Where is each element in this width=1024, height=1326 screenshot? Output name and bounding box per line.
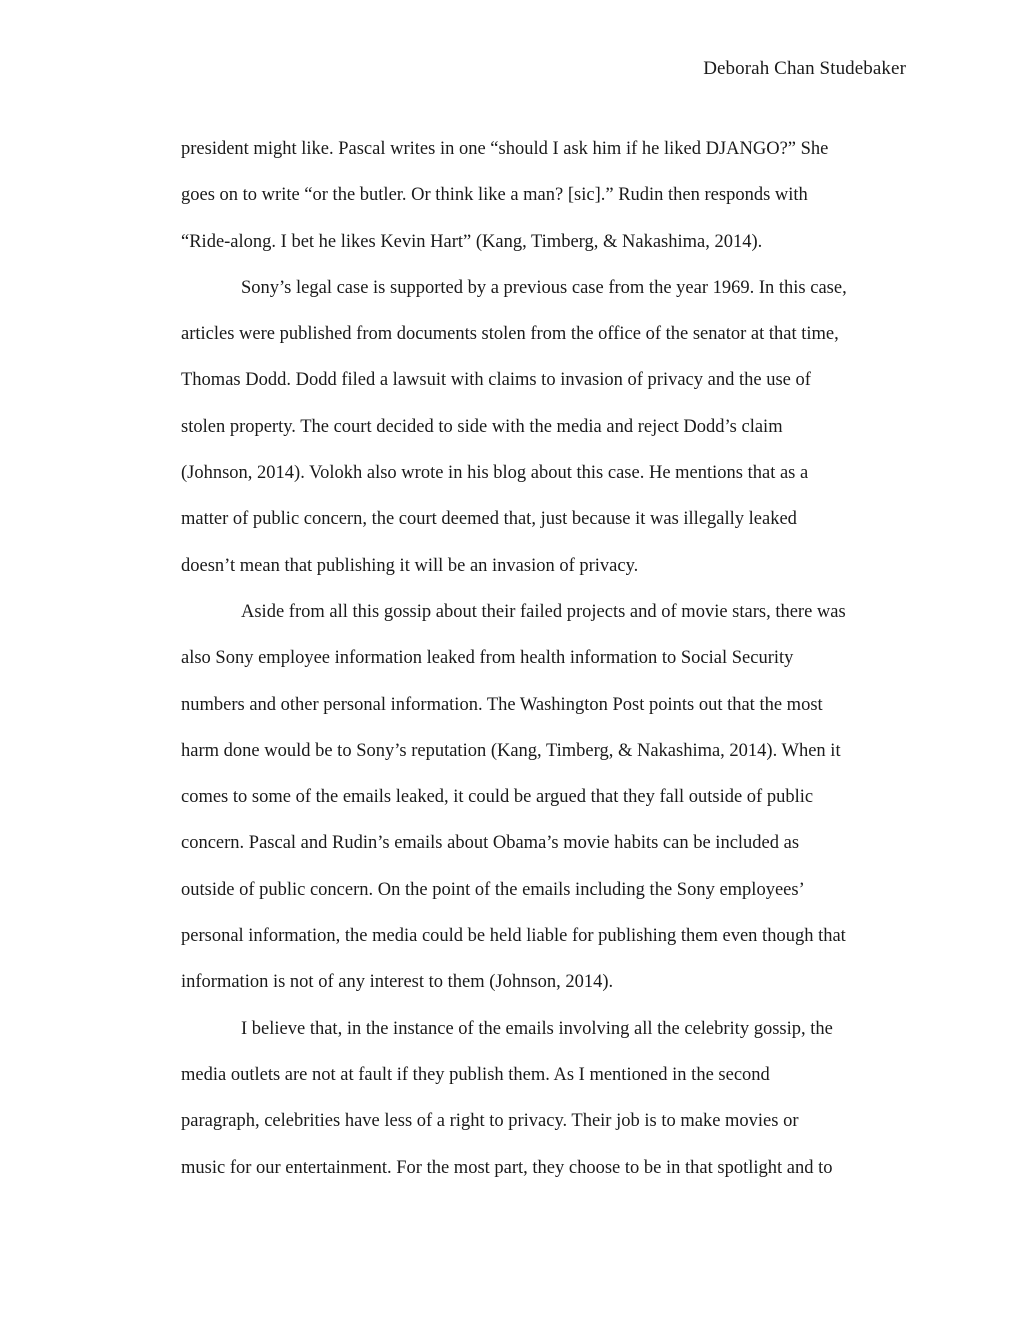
text-line: personal information, the media could be held liable for publishing them even though that xyxy=(181,926,846,947)
text-line: “Ride-along. I bet he likes Kevin Hart” (Kang, Timberg, & Nakashima, 2014). xyxy=(181,231,763,252)
text-line: comes to some of the emails leaked, it could be argued that they fall outside of public xyxy=(181,787,814,808)
text-line: concern. Pascal and Rudin’s emails about Obama’s movie habits can be included as xyxy=(181,833,800,854)
text-line: paragraph, celebrities have less of a right to privacy. Their job is to make movies or xyxy=(181,1111,799,1132)
text-line: president might like. Pascal writes in one “should I ask him if he liked DJANGO?” She xyxy=(181,139,829,159)
text-line: matter of public concern, the court deemed that, just because it was illegally leaked xyxy=(181,509,797,530)
text-line: outside of public concern. On the point of the emails including the Sony employees’ xyxy=(181,879,805,900)
paragraph-first-line: Aside from all this gossip about their failed projects and of movie stars, there was xyxy=(241,601,846,622)
paragraph-first-line: I believe that, in the instance of the emails involving all the celebrity gossip, the xyxy=(241,1018,833,1039)
text-line: doesn’t mean that publishing it will be an invasion of privacy. xyxy=(181,555,639,576)
text-line: music for our entertainment. For the most part, they choose to be in that spotlight and to xyxy=(181,1157,833,1178)
text-line: Thomas Dodd. Dodd filed a lawsuit with claims to invasion of privacy and the use of xyxy=(181,370,811,391)
text-line: (Johnson, 2014). Volokh also wrote in his blog about this case. He mentions that as a xyxy=(181,463,809,484)
text-line: also Sony employee information leaked from health information to Social Security xyxy=(181,648,794,669)
text-line: media outlets are not at fault if they publish them. As I mentioned in the second xyxy=(181,1064,770,1085)
text-line: information is not of any interest to them (Johnson, 2014). xyxy=(181,972,614,993)
text-line: numbers and other personal information. The Washington Post points out that the most xyxy=(181,694,823,715)
text-line: stolen property. The court decided to side with the media and reject Dodd’s claim xyxy=(181,416,783,437)
text-line: harm done would be to Sony’s reputation (Kang, Timberg, & Nakashima, 2014). When it xyxy=(181,740,841,761)
running-header-author: Deborah Chan Studebaker xyxy=(703,58,906,79)
text-line: articles were published from documents stolen from the office of the senator at that time, xyxy=(181,324,839,345)
text-line: goes on to write “or the butler. Or think like a man? [sic].” Rudin then responds with xyxy=(181,185,808,206)
paragraph-first-line: Sony’s legal case is supported by a previous case from the year 1969. In this case, xyxy=(241,277,847,298)
body-text xyxy=(181,131,905,1196)
